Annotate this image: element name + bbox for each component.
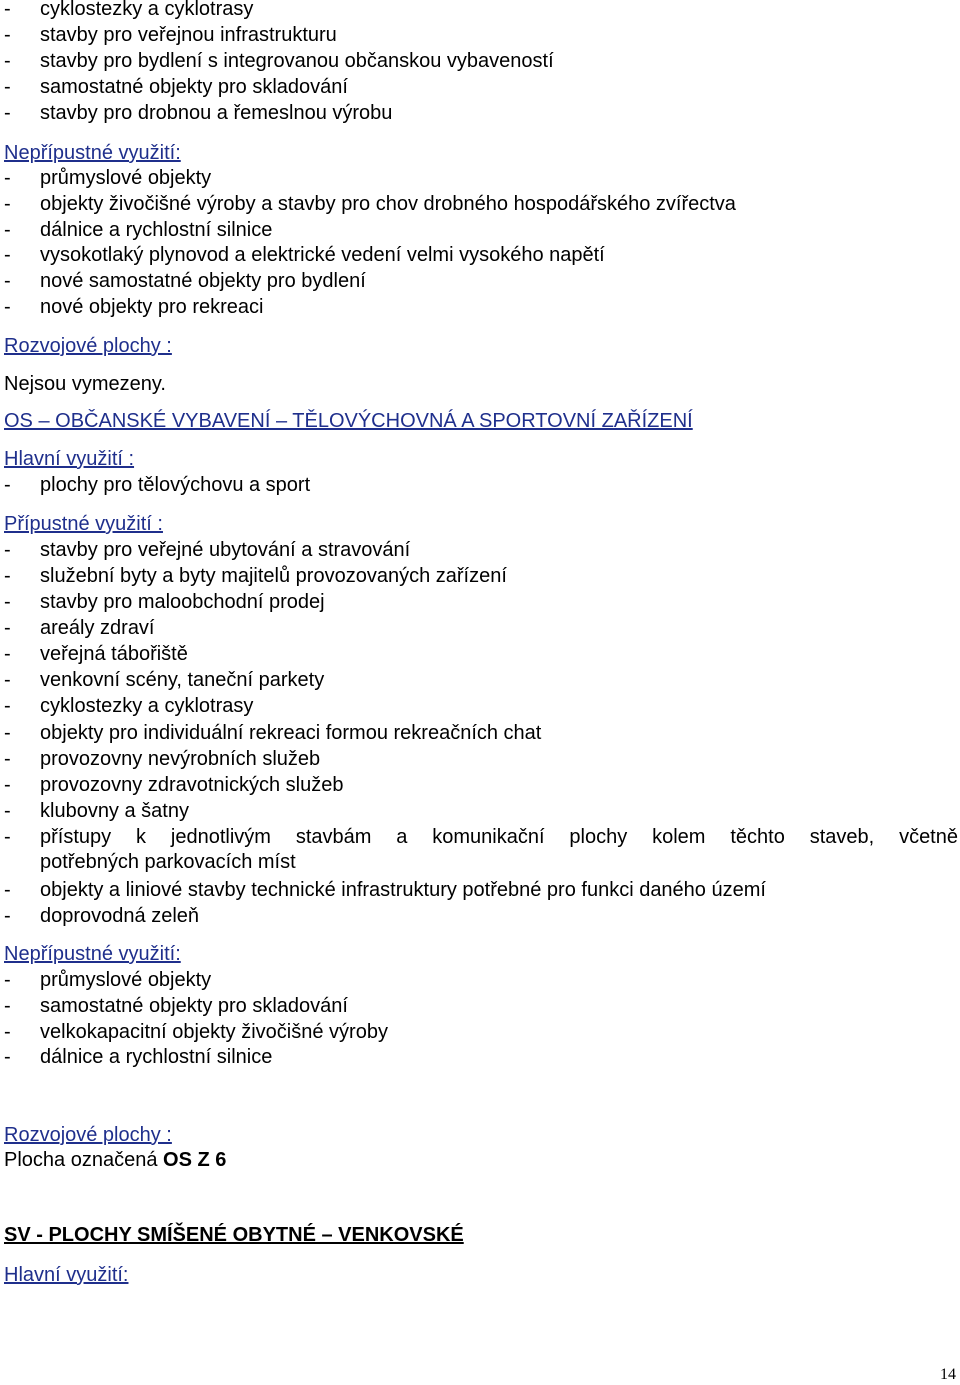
heading-rozvojove-plochy-2: Rozvojové plochy : (4, 1124, 172, 1146)
paragraph-plocha-oznacena (4, 1148, 226, 1172)
heading-pripustne-vyuziti: Přípustné využití : (4, 513, 163, 535)
heading-neprip-vyuziti: Nepřípustné využití: (4, 142, 181, 164)
section-heading-os: OS – OBČANSKÉ VYBAVENÍ – TĚLOVÝCHOVNÁ A SPORTOVNÍ ZAŘÍZENÍ (4, 410, 693, 432)
list-item-justified-line: přístupy k jednotlivým stavbám a komunikační plochy kolem těchto staveb, včetně (40, 826, 958, 848)
page-number: 14 (940, 1366, 956, 1383)
list-item-continuation: potřebných parkovacích míst (40, 851, 296, 873)
section-heading-sv: SV - PLOCHY SMÍŠENÉ OBYTNÉ – VENKOVSKÉ (4, 1224, 464, 1246)
plocha-code: OS Z 6 (163, 1149, 227, 1171)
plocha-prefix: Plocha označená (4, 1149, 164, 1171)
heading-hlavni-vyuziti-2: Hlavní využití: (4, 1264, 129, 1286)
heading-hlavni-vyuziti: Hlavní využití : (4, 448, 135, 470)
heading-rozvojove-plochy: Rozvojové plochy : (4, 335, 172, 357)
heading-neprip-vyuziti-2: Nepřípustné využití: (4, 943, 181, 965)
document-page: - cyklostezky a cyklotrasy - stavby pro veřejnou infrastrukturu - stavby pro bydlení s integrovanou občanskou vybaveností - samostatné objekty pro skladování - stavby pro drobnou a řemeslnou výrobu Nepřípustné využití: - průmyslové objekty - objekty živočišné výroby a stavby pro chov drobného hospodářského zvířectva - dálnice a rychlostní silnice - vysokotlaký plynovod a elektrické vedení velmi vysokého napětí - nové samostatné objekty pro bydlení - nové objekty pro rekreaci Rozvojové plochy : Nejsou vymezeny. OS – OBČANSKÉ VYBAVENÍ – TĚLOVÝCHOVNÁ A SPORTOVNÍ ZAŘÍZENÍ Hlavní využití : - plochy pro tělovýchovu a sport Přípustné využití : - stavby pro veřejné ubytování a stravování - služební byty a byty majitelů provozovaných zařízení - stavby pro maloobchodní prodej - areály zdraví - veřejná tábořiště - venkovní scény, taneční parkety - cyklostezky a cyklotrasy - objekty pro individuální rekreaci formou rekreačních chat - provozovny nevýrobních služeb - provozovny zdravotnických služeb - klubovny a šatny - přístupy k jednotlivým stavbám a komunikační plochy kolem těchto staveb, včetně potřebných parkovacích míst - objekty a liniové stavby technické infrastruktury potřebné pro funkci daného území - doprovodná zeleň Nepřípustné využití: - průmyslové objekty - samostatné objekty pro skladování - velkokapacitní objekty živočišné výroby - dálnice a rychlostní silnice Rozvojové plochy : Plocha označená OS Z 6 SV - PLOCHY SMÍŠENÉ OBYTNÉ – VENKOVSKÉ Hlavní využití: 14 (4, 0, 958, 1383)
paragraph-nejsou-vymezeny: Nejsou vymezeny. (4, 373, 166, 395)
